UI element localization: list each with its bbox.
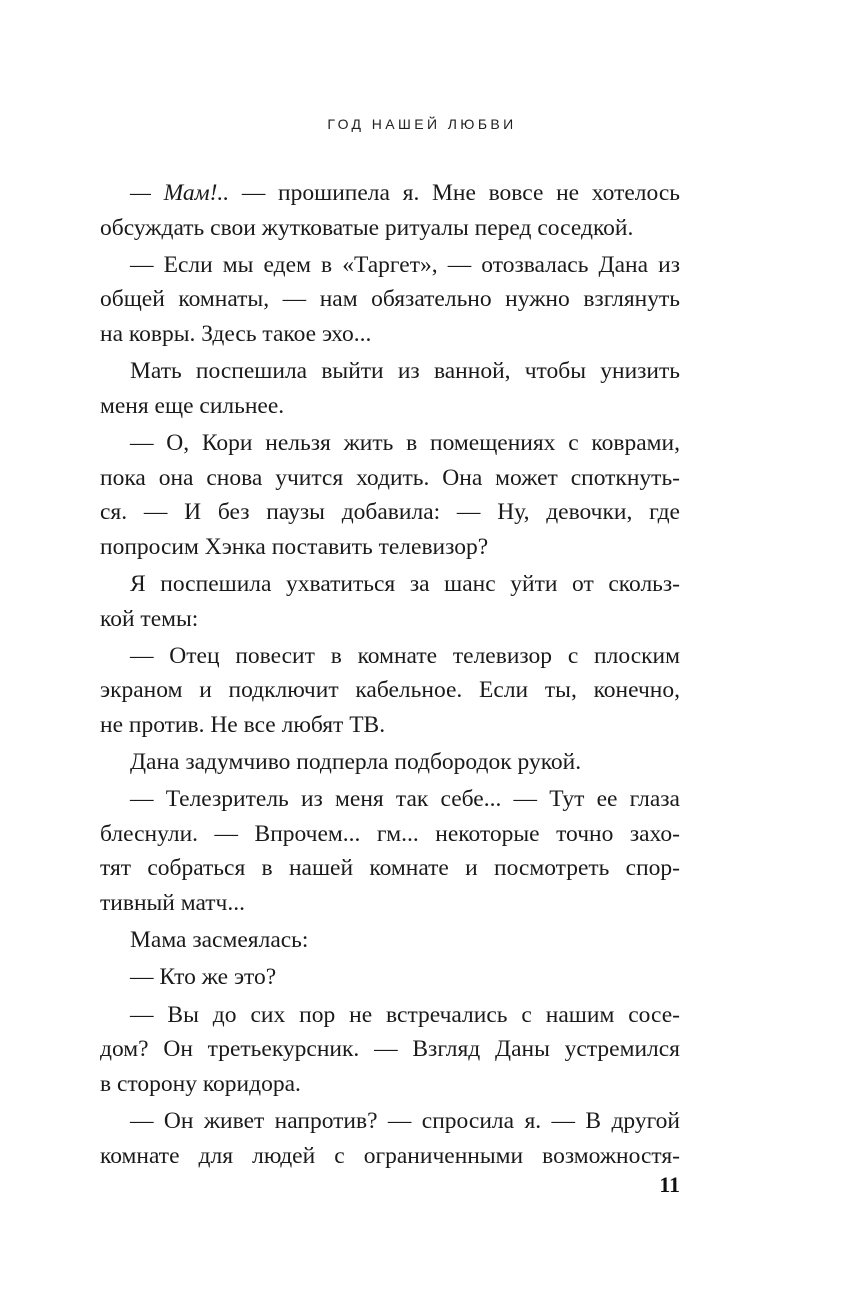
text-line: на ковры. Здесь такое эхо... <box>100 320 372 347</box>
text-line: тивный матч... <box>100 890 246 917</box>
text-line: меня еще сильнее. <box>100 392 285 419</box>
text-line: пока она снова учится ходить. Она может споткнуть- <box>100 464 680 491</box>
text-line: — Телезритель из меня так себе... — Тут ее глаза <box>130 786 680 813</box>
line-rest: — прошипела я. Мне вовсе не хотелось <box>229 180 680 206</box>
text-line: Мама засмеялась: <box>130 927 309 954</box>
text-line: тят собраться в нашей комнате и посмотреть спор- <box>100 855 680 882</box>
text-line: — Если мы едем в «Таргет», — отозвалась Дана из <box>130 251 680 278</box>
text-line: — Вы до сих пор не встречались с нашим сосе- <box>130 1001 680 1028</box>
text-line <box>100 176 680 211</box>
text-line: в сторону коридора. <box>100 1070 301 1097</box>
text-line: кой темы: <box>100 605 199 632</box>
text-line: — Он живет напротив? — спросила я. — В другой <box>130 1107 680 1134</box>
text-line: — Кто же это? <box>130 964 277 991</box>
text-line: комнате для людей с ограниченными возможностя- <box>100 1142 680 1169</box>
running-head: ГОД НАШЕЙ ЛЮБВИ <box>327 116 517 132</box>
text-line: не против. Не все любят ТВ. <box>100 711 386 738</box>
text-line: обсуждать свои жутковатые ритуалы перед соседкой. <box>100 214 634 241</box>
text-line: дом? Он третьекурсник. — Взгляд Даны устремился <box>100 1036 680 1063</box>
text-line: — Отец повесит в комнате телевизор с плоским <box>130 642 680 669</box>
text-line: общей комнаты, — нам обязательно нужно взглянуть <box>100 286 680 313</box>
text-line: ся. — И без паузы добавила: — Ну, девочки, где <box>100 499 680 526</box>
text-line: Дана задумчиво подперла подбородок рукой. <box>130 749 582 776</box>
italic-exclamation: — Мам!.. <box>130 180 230 206</box>
text-line: экраном и подключит кабельное. Если ты, конечно, <box>100 677 680 704</box>
text-line: Мать поспешила выйти из ванной, чтобы унизить <box>130 358 680 385</box>
page-number: 11 <box>659 1172 680 1197</box>
text-line: попросим Хэнка поставить телевизор? <box>100 533 489 560</box>
text-line: — О, Кори нельзя жить в помещениях с коврами, <box>130 429 680 456</box>
text-line: Я поспешила ухватиться за шанс уйти от скольз- <box>130 570 680 597</box>
text-line: блеснули. — Впрочем... гм... некоторые точно захо- <box>100 820 680 847</box>
body-text <box>100 176 680 1173</box>
